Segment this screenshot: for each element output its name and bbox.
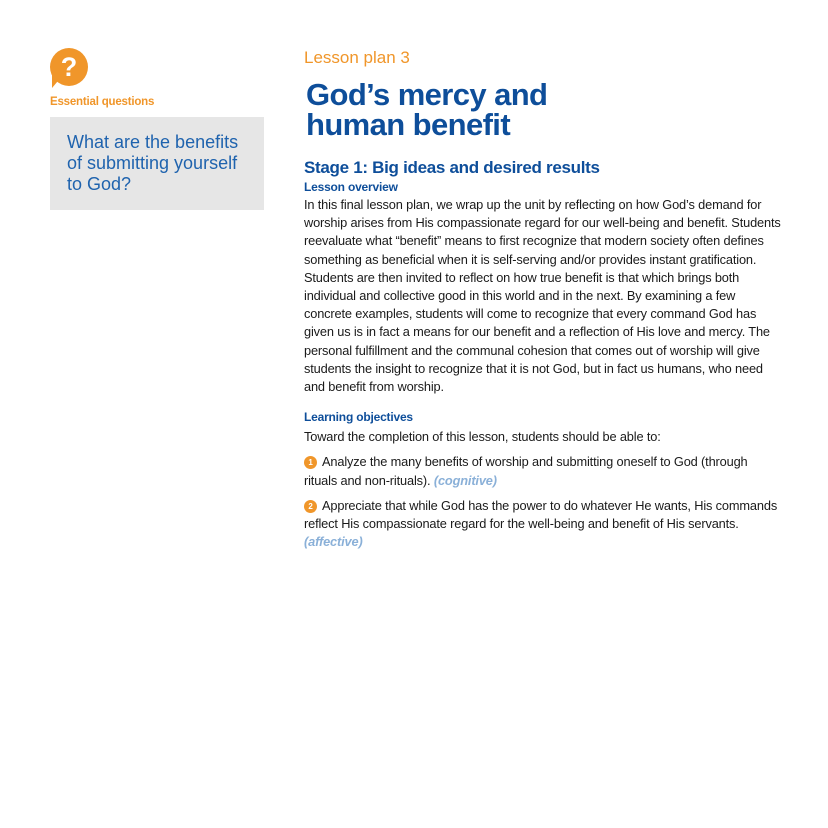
objective-text: Appreciate that while God has the power to do whatever He wants, His commands reflect His compassionate regard for the well-being and benefit of His servants. — [304, 497, 778, 532]
essential-question-text: What are the benefits of submitting yourself to God? — [67, 132, 239, 194]
objective-item — [304, 497, 782, 552]
overview-text: In this final lesson plan, we wrap up the unit by reflecting on how God’s demand for worship arises from His compassionate regard for our well-being and benefit. Students reevaluate what “benefit” means to first recognize that modern society often defines something as beneficial when it is self-serving and/or provides instant gratification. Students are then invited to reflect on how true benefit is that which brings both individual and collective good in this world and in the next. By examining a few concrete examples, students will come to recognize that every command God has given us is in fact a means for our benefit and a reflection of His love and mercy. The personal fulfillment and the communal cohesion that comes out of worship will give students the insight to recognize that it is not God, but in fact us humans, who need and benefit from worship. — [304, 197, 781, 395]
essential-question-box — [50, 117, 264, 210]
title-line-1: God’s mercy and — [306, 77, 548, 112]
number-1-icon: 1 — [304, 456, 317, 469]
lesson-plan-label: Lesson plan 3 — [304, 48, 410, 67]
title-line-2: human benefit — [306, 107, 511, 142]
essential-questions-label: Essential questions — [50, 96, 155, 108]
page-title — [306, 77, 782, 142]
main-content — [304, 48, 782, 551]
objective-tag: (affective) — [304, 534, 363, 550]
objective-item — [304, 453, 782, 489]
overview-heading: Lesson overview — [304, 180, 398, 194]
sidebar — [50, 48, 264, 210]
objective-tag: (cognitive) — [433, 472, 497, 488]
number-2-icon: 2 — [304, 500, 317, 513]
objectives-intro: Toward the completion of this lesson, students should be able to: — [304, 429, 661, 445]
objectives-heading: Learning objectives — [304, 410, 413, 425]
question-mark-icon: ? — [50, 48, 90, 90]
stage-heading: Stage 1: Big ideas and desired results — [304, 158, 600, 177]
objective-text: Analyze the many benefits of worship and submitting oneself to God (through rituals and non-rituals). — [304, 454, 748, 488]
